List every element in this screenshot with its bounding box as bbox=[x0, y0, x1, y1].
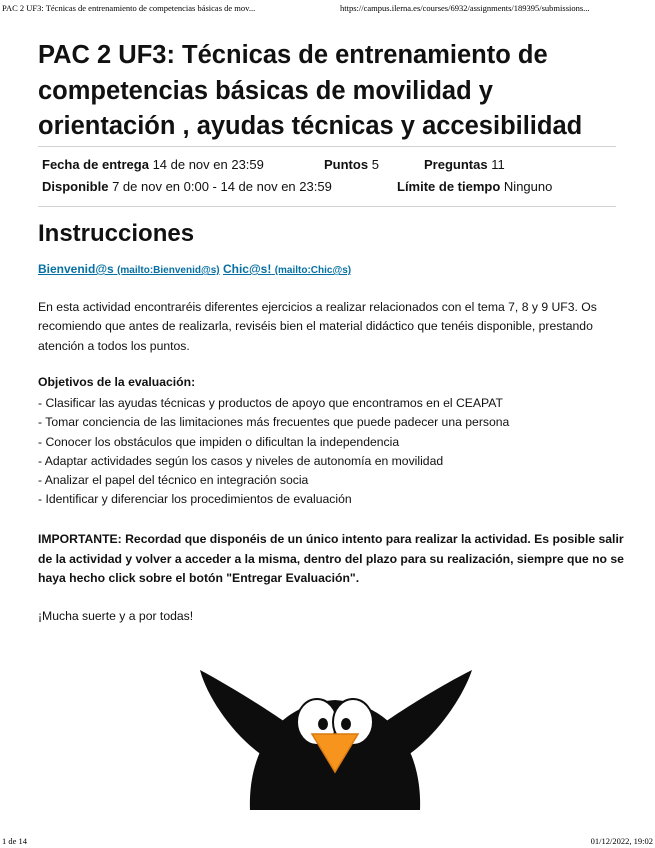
points bbox=[324, 157, 379, 172]
availability bbox=[42, 179, 332, 194]
points-label: Puntos bbox=[324, 157, 369, 172]
due-date bbox=[42, 157, 264, 172]
due-date-label: Fecha de entrega bbox=[42, 157, 149, 172]
objective-item: - Adaptar actividades según los casos y niveles de autonomía en movilidad bbox=[38, 453, 444, 468]
due-date-value: 14 de nov en 23:59 bbox=[152, 157, 264, 172]
chicos-link-text: Chic@s! bbox=[222, 262, 272, 276]
print-header-title: PAC 2 UF3: Técnicas de entrenamiento de competencias básicas de mov... bbox=[2, 3, 256, 13]
objective-item: - Clasificar las ayudas técnicas y productos de apoyo que encontramos en el CEAPAT bbox=[38, 396, 503, 410]
assignment-details bbox=[38, 146, 616, 207]
important-notice: IMPORTANTE: Recordad que disponéis de un único intento para realizar la actividad. Es posible salir de la actividad y volver a acceder a la misma, dentro del plazo para su realización, siempre que no se haya hecho click sobre el botón "Entregar Evaluación". bbox=[38, 532, 624, 585]
objectives-title: Objetivos de la evaluación: bbox=[38, 375, 196, 389]
points-value: 5 bbox=[371, 157, 379, 172]
bienvenidos-link[interactable] bbox=[38, 262, 220, 276]
objective-item: - Analizar el papel del técnico en integración socia bbox=[38, 473, 309, 488]
objectives-list bbox=[38, 394, 509, 510]
print-header bbox=[0, 3, 655, 15]
questions-value: 11 bbox=[491, 157, 505, 172]
bienvenidos-link-text: Bienvenid@s bbox=[38, 262, 114, 276]
chicos-mailto: (mailto:Chic@s) bbox=[274, 265, 352, 276]
objective-item: - Conocer los obstáculos que impiden o dificultan la independencia bbox=[38, 434, 400, 449]
print-header-url: https://campus.ilerna.es/courses/6932/assignments/189395/submissions... bbox=[340, 3, 590, 13]
print-timestamp: 01/12/2022, 19:02 bbox=[590, 836, 653, 846]
time-limit-label: Límite de tiempo bbox=[397, 179, 501, 194]
greeting-links bbox=[38, 262, 351, 276]
time-limit bbox=[397, 179, 552, 194]
availability-label: Disponible bbox=[42, 179, 109, 194]
penguin-icon bbox=[190, 660, 480, 815]
availability-value: 7 de nov en 0:00 - 14 de nov en 23:59 bbox=[112, 179, 332, 194]
questions-label: Preguntas bbox=[424, 157, 488, 172]
bienvenidos-mailto: (mailto:Bienvenid@s) bbox=[117, 265, 220, 276]
objective-item: - Tomar conciencia de las limitaciones más frecuentes que puede padecer una persona bbox=[38, 415, 510, 430]
time-limit-value: Ninguno bbox=[503, 179, 553, 194]
print-footer bbox=[0, 836, 655, 848]
intro-paragraph: En esta actividad encontraréis diferentes ejercicios a realizar relacionados con el tema 7, 8 y 9 UF3. Os recomiendo que antes de realizarla, reviséis bien el material didáctico que tenéis disponible, prestando atención a todos los puntos. bbox=[38, 300, 597, 353]
objective-item: - Identificar y diferenciar los procedimientos de evaluación bbox=[38, 492, 352, 507]
instructions-heading: Instrucciones bbox=[38, 220, 195, 247]
chicos-link[interactable] bbox=[223, 262, 351, 276]
page-counter: 1 de 14 bbox=[2, 836, 28, 846]
page-title: PAC 2 UF3: Técnicas de entrenamiento de competencias básicas de movilidad y orientación , ayudas técnicas y accesibilidad bbox=[38, 41, 583, 140]
closing-message: ¡Mucha suerte y a por todas! bbox=[38, 609, 194, 623]
questions bbox=[424, 157, 505, 172]
